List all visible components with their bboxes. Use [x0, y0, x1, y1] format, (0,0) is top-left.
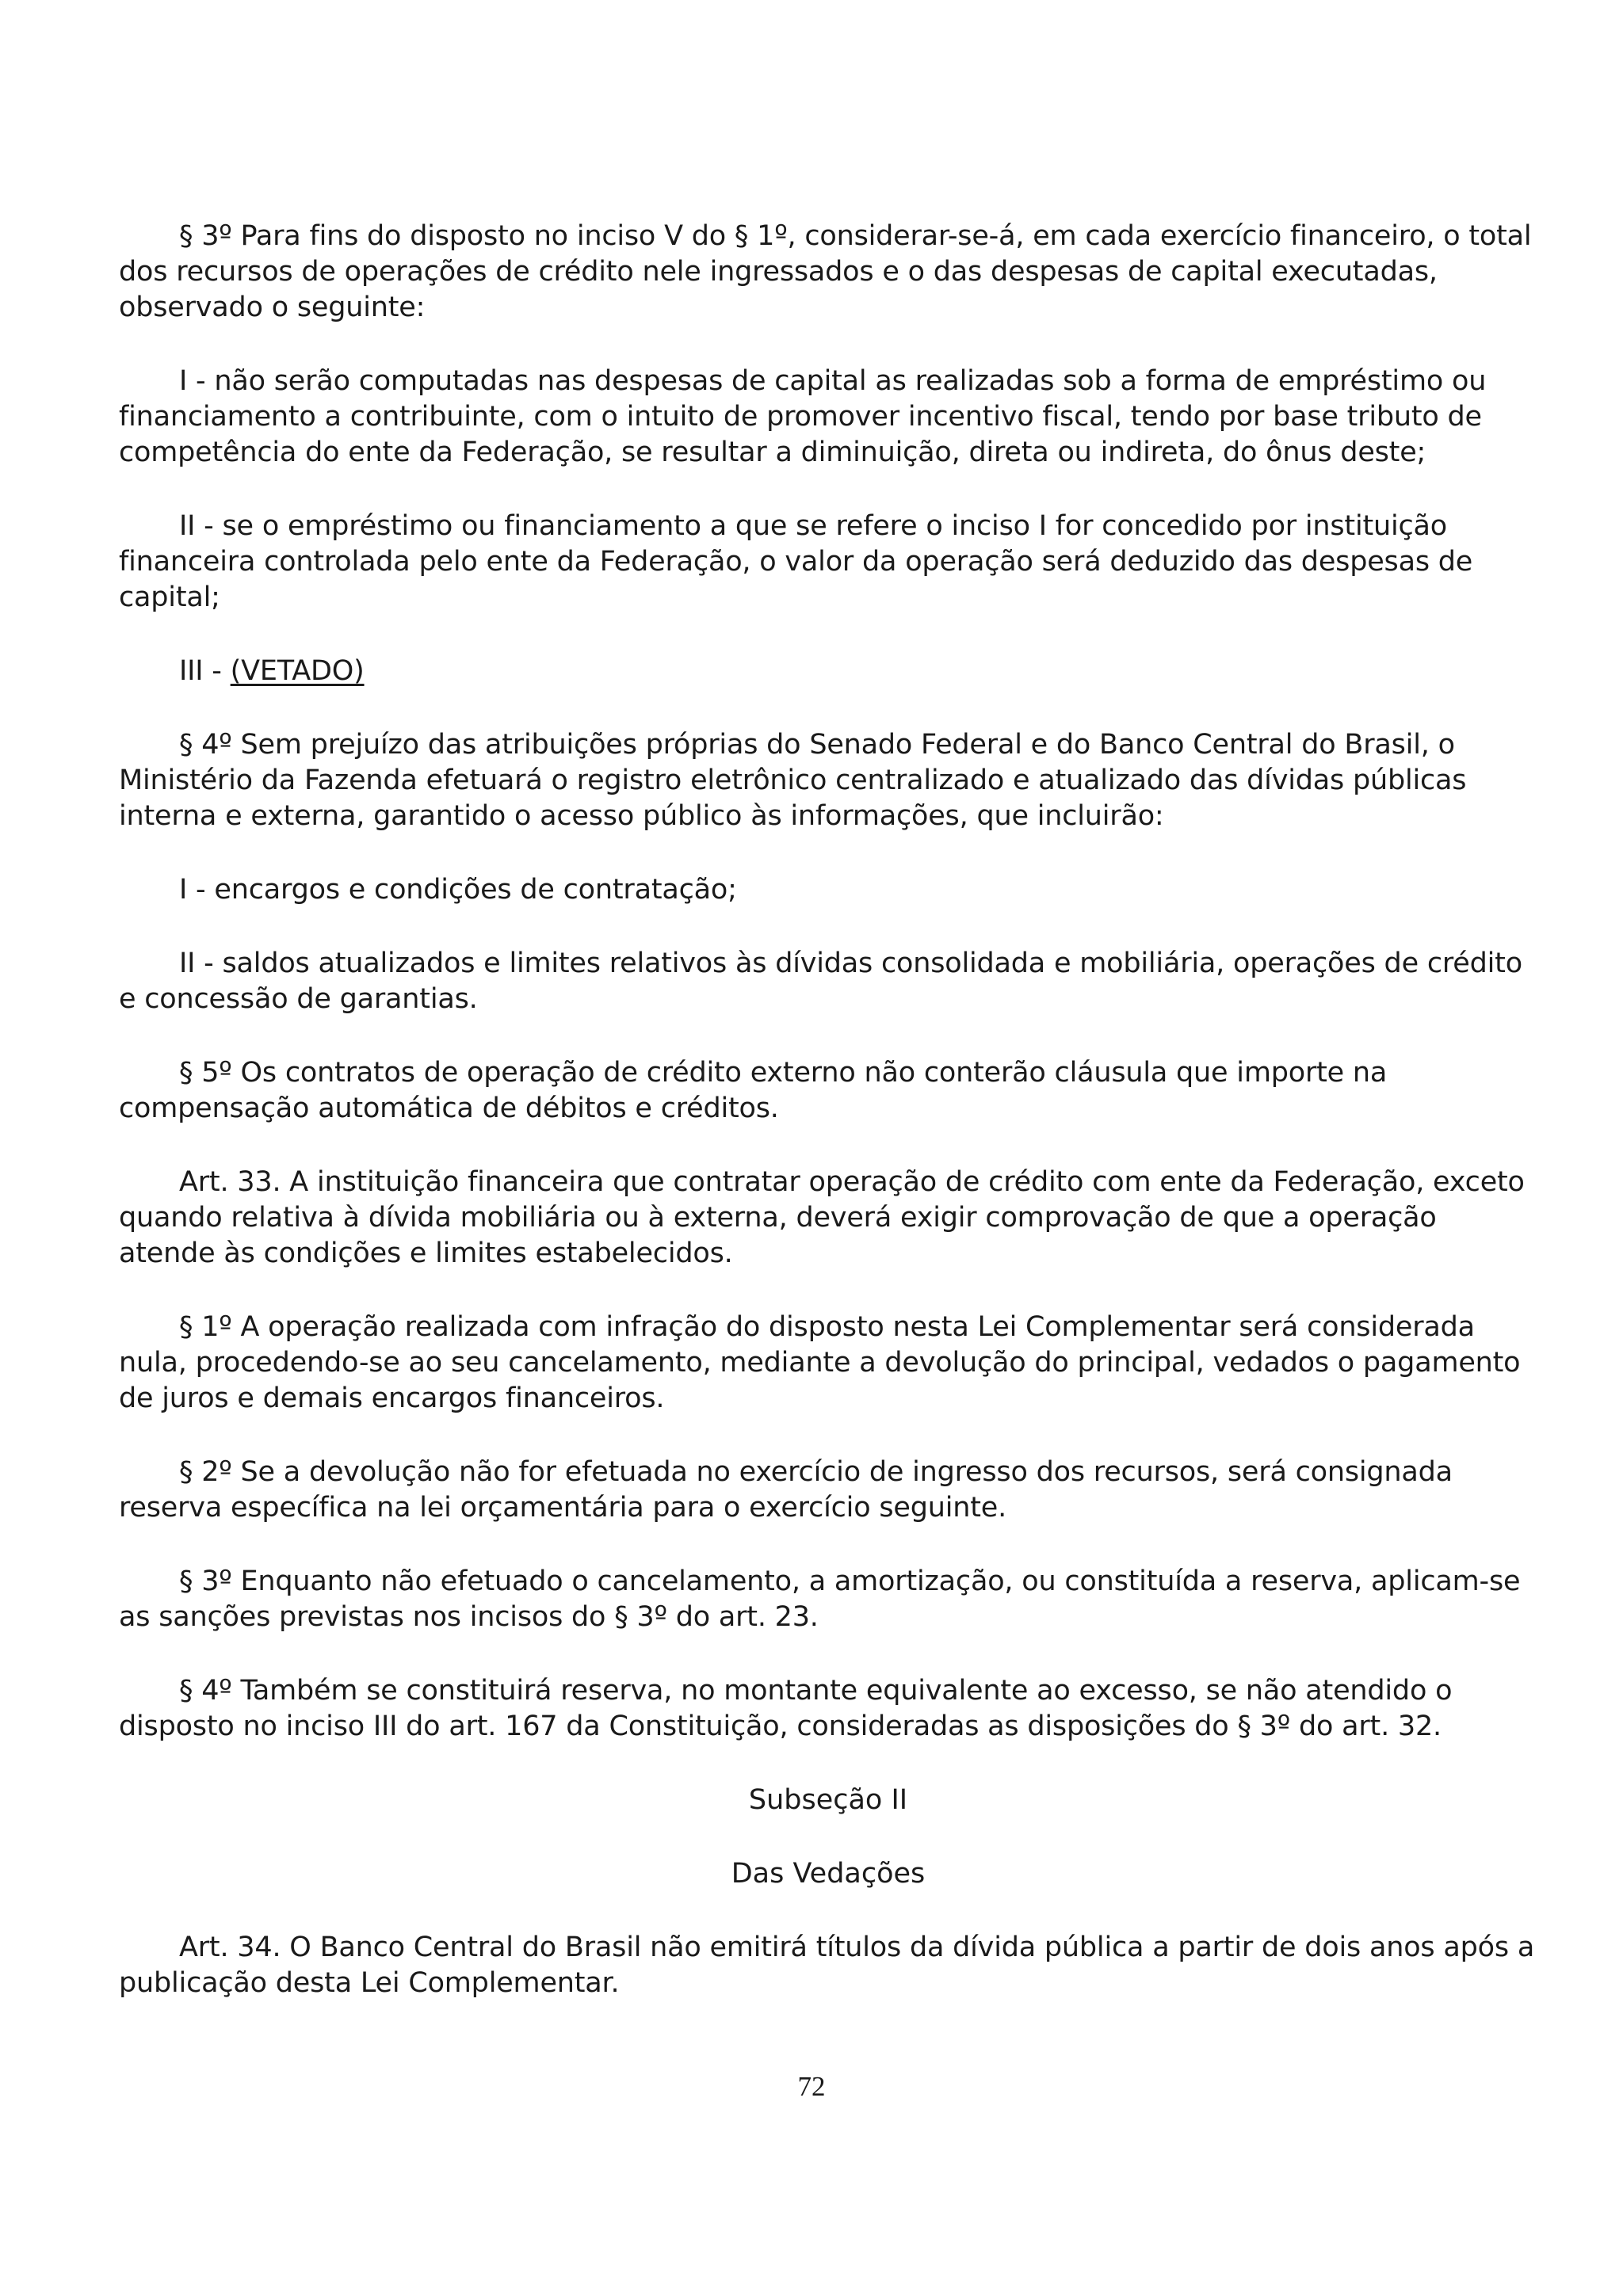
page-number: 72: [797, 2071, 826, 2102]
inciso-iii-vetado: [119, 654, 1537, 689]
inciso-ii-saldos: II - saldos atualizados e limites relativos às dívidas consolidada e mobiliária, operações de crédito e concessão de garantias.: [119, 948, 1522, 1015]
paragraph-3-capital: § 3º Para fins do disposto no inciso V do § 1º, considerar-se-á, em cada exercício financeiro, o total dos recursos de operações de crédito nele ingressados e o das despesas de capital executadas, observado o seguinte:: [119, 220, 1532, 323]
article-33-paragraph-4: § 4º Também se constituirá reserva, no montante equivalente ao excesso, se não atendido o disposto no inciso III do art. 167 da Constituição, consideradas as disposições do § 3º do art. 32.: [119, 1675, 1453, 1742]
article-33-paragraph-3: § 3º Enquanto não efetuado o cancelamento, a amortização, ou constituída a reserva, aplicam-se as sanções previstas nos incisos do § 3º do art. 23.: [119, 1566, 1521, 1633]
inciso-i-encargos: I - encargos e condições de contratação;: [179, 874, 737, 906]
inciso-iii-prefix: III -: [179, 655, 231, 687]
article-33: Art. 33. A instituição financeira que contratar operação de crédito com ente da Federação, exceto quando relativa à dívida mobiliária ou à externa, deverá exigir comprovação de que a operação atende às condições e limites estabelecidos.: [119, 1166, 1525, 1269]
subsection-subtitle: Das Vedações: [731, 1858, 926, 1890]
paragraph-5-contratos: § 5º Os contratos de operação de crédito externo não conterão cláusula que importe na compensação automática de débitos e créditos.: [119, 1057, 1388, 1124]
inciso-i-despesas: I - não serão computadas nas despesas de capital as realizadas sob a forma de empréstimo ou financiamento a contribuinte, com o intuito de promover incentivo fiscal, tendo por base tributo de competência do ente da Federação, se resultar a diminuição, direta ou indireta, do ônus deste;: [119, 365, 1487, 468]
inciso-ii-emprestimo: II - se o empréstimo ou financiamento a que se refere o inciso I for concedido por instituição financeira controlada pelo ente da Federação, o valor da operação será deduzido das despesas de capital;: [119, 510, 1473, 613]
article-33-paragraph-2: § 2º Se a devolução não for efetuada no exercício de ingresso dos recursos, será consignada reserva específica na lei orçamentária para o exercício seguinte.: [119, 1456, 1453, 1524]
article-34: Art. 34. O Banco Central do Brasil não emitirá títulos da dívida pública a partir de dois anos após a publicação desta Lei Complementar.: [119, 1932, 1535, 1999]
paragraph-4-registro: § 4º Sem prejuízo das atribuições próprias do Senado Federal e do Banco Central do Brasil, o Ministério da Fazenda efetuará o registro eletrônico centralizado e atualizado das dívidas públicas interna e externa, garantido o acesso público às informações, que incluirão:: [119, 729, 1467, 832]
vetado-link[interactable]: (VETADO): [230, 655, 365, 687]
subsection-title: Subseção II: [748, 1784, 908, 1816]
article-33-paragraph-1: § 1º A operação realizada com infração do disposto nesta Lei Complementar será considerada nula, procedendo-se ao seu cancelamento, mediante a devolução do principal, vedados o pagamento de juros e demais encargos financeiros.: [119, 1311, 1521, 1414]
document-body: [119, 219, 1537, 2039]
